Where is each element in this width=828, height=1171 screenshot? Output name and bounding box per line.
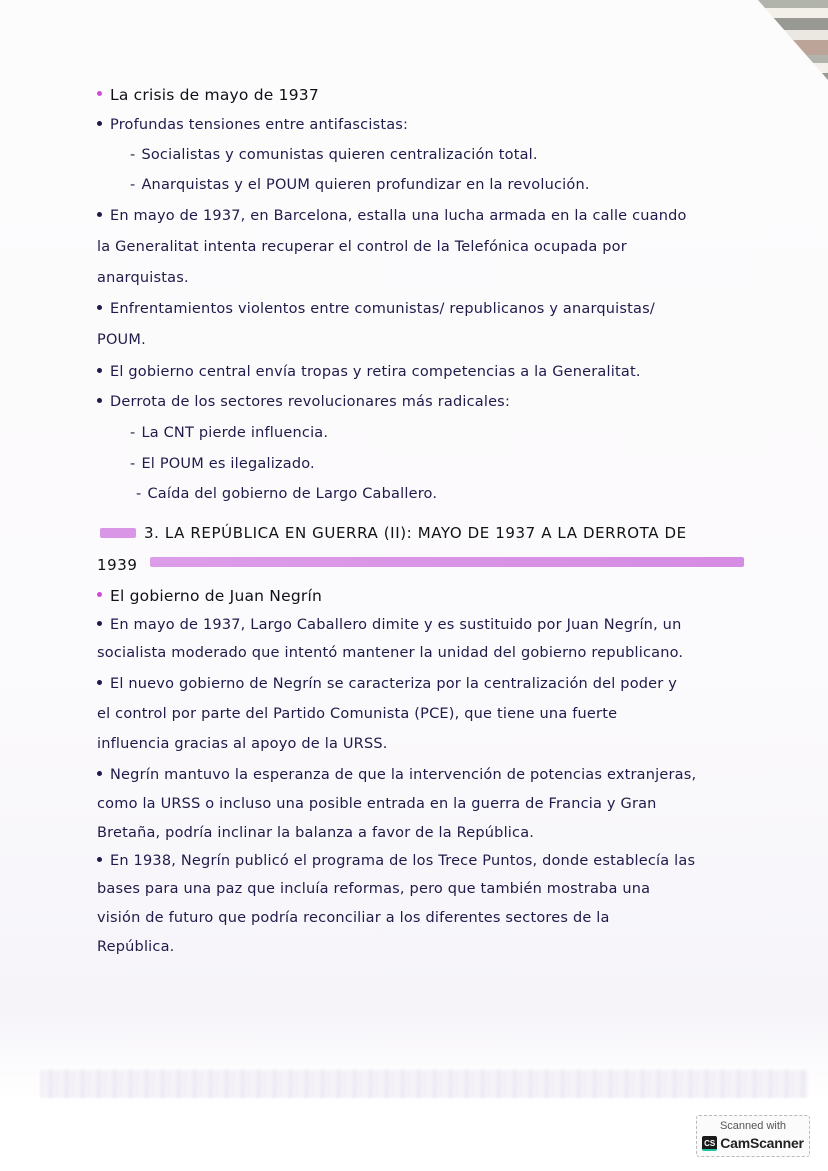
note-text: como la URSS o incluso una posible entrada en la guerra de Francia y Gran [97, 796, 657, 812]
note-line [97, 117, 408, 133]
section-heading-line2: 1939 [97, 556, 138, 574]
bullet-icon [97, 305, 102, 310]
note-text: Negrín mantuvo la esperanza de que la intervención de potencias extranjeras, [110, 767, 697, 783]
section-a-title-text: La crisis de mayo de 1937 [110, 86, 319, 104]
note-line [97, 736, 388, 752]
bullet-icon [97, 212, 102, 217]
section-b-title-text: El gobierno de Juan Negrín [110, 587, 322, 605]
note-text: Enfrentamientos violentos entre comunistas/ republicanos y anarquistas/ [110, 301, 655, 317]
page-bottom-edge [40, 1070, 808, 1098]
bullet-icon [97, 680, 102, 685]
watermark-brand: CamScanner [720, 1135, 804, 1151]
note-text: la Generalitat intenta recuperar el control de la Telefónica ocupada por [97, 239, 627, 255]
note-text: El nuevo gobierno de Negrín se caracteriza por la centralización del poder y [110, 676, 678, 692]
note-line [136, 486, 437, 502]
camscanner-watermark [696, 1115, 810, 1157]
note-line [97, 645, 683, 661]
dash-icon: - [130, 456, 136, 472]
note-line [97, 239, 627, 255]
note-line [97, 881, 650, 897]
section-heading-cont [97, 556, 138, 574]
note-line [130, 425, 328, 441]
highlighter-bar [150, 557, 744, 567]
highlighter-mark [100, 528, 136, 538]
note-line [97, 939, 174, 955]
note-text: Profundas tensiones entre antifascistas: [110, 117, 409, 133]
note-text: Bretaña, podría inclinar la balanza a favor de la República. [97, 825, 535, 841]
note-text: Derrota de los sectores revolucionares más radicales: [110, 394, 511, 410]
note-line [97, 332, 146, 348]
note-line [97, 208, 687, 224]
note-text: influencia gracias al apoyo de la URSS. [97, 736, 388, 752]
note-line [97, 706, 617, 722]
note-line [97, 676, 677, 692]
note-text: el control por parte del Partido Comunista (PCE), que tiene una fuerte [97, 706, 618, 722]
section-a-title [97, 86, 319, 104]
note-text: POUM. [97, 332, 146, 348]
bullet-icon [97, 621, 102, 626]
note-line [97, 364, 641, 380]
note-text: visión de futuro que podría reconciliar a los diferentes sectores de la [97, 910, 610, 926]
note-text: En 1938, Negrín publicó el programa de los Trece Puntos, donde establecía las [110, 853, 696, 869]
note-text: El gobierno central envía tropas y retira competencias a la Generalitat. [110, 364, 641, 380]
section-b-title [97, 587, 322, 605]
note-text: República. [97, 939, 175, 955]
note-text: Anarquistas y el POUM quieren profundizar en la revolución. [141, 177, 590, 193]
note-text: Caída del gobierno de Largo Caballero. [147, 486, 438, 502]
note-line [97, 796, 657, 812]
note-line [130, 147, 538, 163]
note-text: socialista moderado que intentó mantener la unidad del gobierno republicano. [97, 645, 684, 661]
dash-icon: - [136, 486, 142, 502]
note-line [97, 853, 695, 869]
note-text: Socialistas y comunistas quieren centralización total. [141, 147, 538, 163]
note-line [97, 301, 655, 317]
bullet-icon [97, 771, 102, 776]
note-line [130, 456, 315, 472]
note-line [97, 767, 696, 783]
note-text: bases para una paz que incluía reformas, pero que también mostraba una [97, 881, 651, 897]
page-corner-fold [728, 0, 828, 80]
camscanner-logo-icon: CS [702, 1136, 717, 1151]
note-text: La CNT pierde influencia. [141, 425, 329, 441]
bullet-icon [97, 398, 102, 403]
bullet-icon [97, 592, 102, 597]
bullet-icon [97, 368, 102, 373]
note-text: anarquistas. [97, 270, 189, 286]
note-line [97, 394, 510, 410]
watermark-brand-row [697, 1135, 809, 1151]
section-heading-line1: 3. LA REPÚBLICA EN GUERRA (II): MAYO DE 1937 A LA DERROTA DE [144, 524, 687, 542]
bullet-icon [97, 121, 102, 126]
note-line [97, 270, 189, 286]
section-heading [100, 524, 687, 542]
bullet-icon [97, 857, 102, 862]
note-line [97, 910, 610, 926]
note-text: En mayo de 1937, Largo Caballero dimite y es sustituido por Juan Negrín, un [110, 617, 682, 633]
dash-icon: - [130, 147, 136, 163]
dash-icon: - [130, 177, 136, 193]
watermark-caption: Scanned with [719, 1120, 787, 1132]
note-text: El POUM es ilegalizado. [141, 456, 315, 472]
dash-icon: - [130, 425, 136, 441]
note-line [97, 825, 534, 841]
bullet-icon [97, 91, 102, 96]
note-line [97, 617, 681, 633]
note-text: En mayo de 1937, en Barcelona, estalla una lucha armada en la calle cuando [110, 208, 687, 224]
note-line [130, 177, 590, 193]
